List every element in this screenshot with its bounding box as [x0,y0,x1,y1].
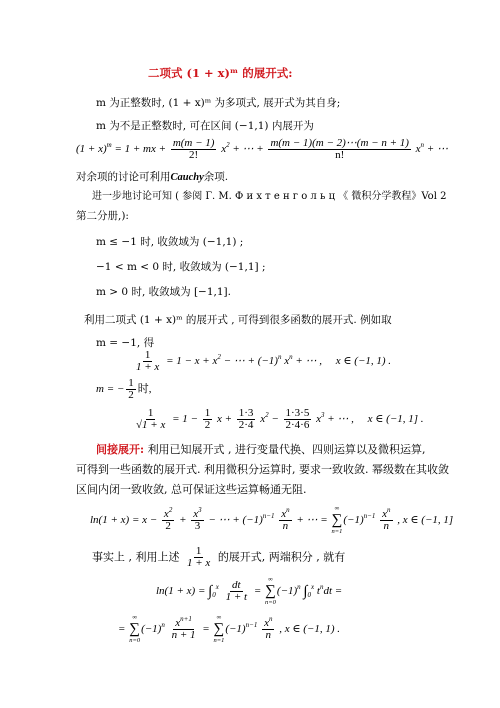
text-line-use-binomial: 利用二项式 (1 + x)ᵐ 的展开式 , 可得到很多函数的展开式. 例如取 [84,314,392,326]
formula-1-over-sqrt-1-plus-x: $\frac{1}{√1 + x}$ = 1 − $\frac{1}{2}$ x + $\frac{1\cdot 3}{2\cdot 4}$ $x^2$ − $\frac{1\cdot 3\cdot 5}{2\cdot 4\cdot 6}$ $x^3$ + ⋯ , x ∈ (−1, 1] . [136,407,424,431]
text-line-m-minus-one: m = −1, 得 [96,337,155,349]
text-line-paragraph-3: 区间内闭一致收敛, 总可保证这些运算畅通无阻. [76,483,307,496]
section-title: 二项式 (1 + x)ᵐ 的展开式: [148,66,293,80]
text-line-paragraph-2: 可得到一些函数的展开式. 利用微积分运算时, 要求一致收敛. 幂级数在其收敛 [76,463,449,476]
convergence-case-2: −1 < m < 0 时, 收敛域为 (−1,1] ; [96,261,266,273]
convergence-case-3: m > 0 时, 收敛域为 [−1,1]. [96,286,231,298]
text-line-volume: 第二分册,): [76,210,129,222]
formula-ln-result: = ∞ ∑ n=0 $(-1)^n$ $\frac{x^{n+1}}{n + 1}$ = ∞ ∑ n=1 $(-1)^{n-1}$ $\frac{x^n}{n}$ , x ∈ (−1, 1) . [118,614,340,644]
text-line-indirect-expansion: 间接展开: 利用已知展开式 , 进行变量代换、四则运算以及微积运算, [96,443,426,456]
binomial-series-formula: $(1 + x)^m = 1$ + mx + $\frac{m(m - 1)}{2!}$ $x^2$ + ⋯ + $\frac{m(m - 1)(m - 2)\cdots(m - n + 1)}{n!}$ $x^n$ + ⋯ [76,137,448,161]
formula-ln-series: ln(1 + x) = x − $\frac{x^2}{2}$ + $\frac{x^3}{3}$ − ⋯ + $(-1)^{n-1}$ $\frac{x^n}{n}$ + ⋯ = ∞ ∑ n=1 $(-1)^{n-1}$ $\frac{x^n}{n}$ , x ∈ (−1, 1] [90,505,454,535]
formula-m-minus-half: m = − $\frac{1}{2}$ 时, [96,377,152,401]
text-line-reference: 进一步地讨论可知 ( 参阅 Г. М. Ф и х т е н г о л ь ц 《 微积分学教程》Vol 2 [92,191,447,202]
indirect-expansion-label: 间接展开: [96,443,145,456]
convergence-case-1: m ≤ −1 时, 收敛域为 (−1,1) ; [96,236,244,248]
formula-1-over-1-plus-x: $\frac{1}{1 + x}$ = $1 - x + x^2$ − ⋯ + $(-1)^n$ $x^n$ + ⋯ , x ∈ (−1, 1) . [136,349,392,373]
text-line-positive-integer: m 为正整数时, (1 + x)ᵐ 为多项式, 展开式为其自身; [96,97,341,109]
formula-ln-integral: $\ln(1 + x) = \int_0^x$ $\frac{dt}{1 + t}$ = ∞ ∑ n=0 $(-1)^n$ $\int_0^x$ $t^ndt$ = [156,576,343,606]
text-line-in-fact: 事实上 , 利用上述 $\frac{1}{1 + x}$ 的展开式, 两端积分 , 就有 [92,545,346,569]
text-line-non-integer: m 为不是正整数时, 可在区间 (−1,1) 内展开为 [96,120,314,132]
text-line-remainder-note: 对余项的讨论可利用Cauchy余项. [76,171,229,183]
